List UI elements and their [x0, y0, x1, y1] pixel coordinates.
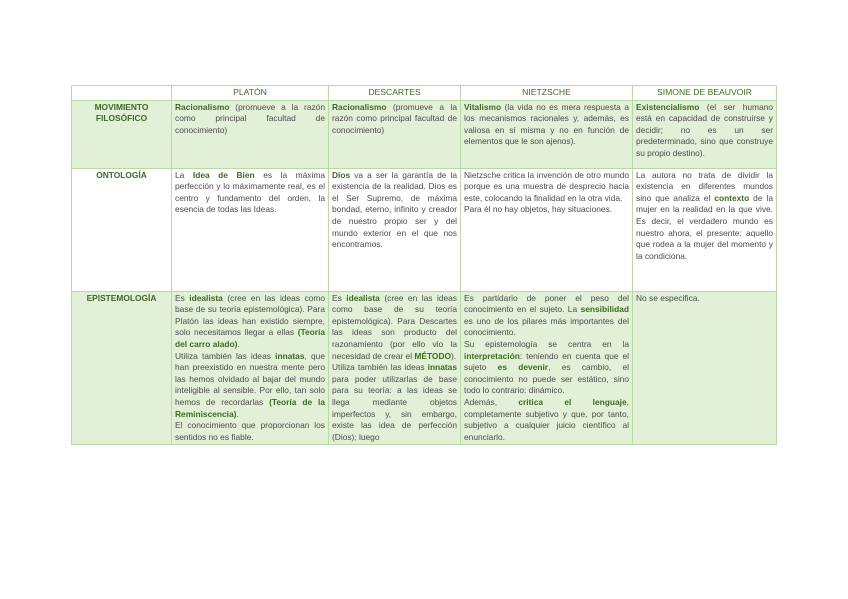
row-header: EPISTEMOLOGÍA [72, 291, 172, 445]
header-nietzsche: NIETZSCHE [461, 86, 633, 101]
header-row [72, 86, 777, 101]
header-corner [72, 86, 172, 101]
cell-beauvoir: Existencialismo (el ser humano está en capacidad de construirse y decidir; no es un ser predeterminado, sino que construye su propio destino). [633, 100, 777, 168]
cell-nietzsche: Es partidario de poner el peso del conocimiento en el sujeto. La sensibilidad es uno de los pilares más importantes del conocimiento. Su epistemología se centra en la interpretación: teniendo en cuenta que el sujeto es devenir, es cambio, el conocimiento no puede ser estático, sino todo lo contrario: dinámico. Además, critica el lenguaje, completamente subjetivo y que, por tanto, subjetivo a cualquier juicio científico al enunciarlo. [461, 291, 633, 445]
cell-beauvoir: No se especifica. [633, 291, 777, 445]
cell-descartes: Es idealista (cree en las ideas como base de su teoría epistemológica). Para Descartes las ideas son producto del razonamiento (por ello vio la necesidad de crear el MÉTODO). Utiliza también las ideas innatas para poder utilizarlas de base para su teoría: a las ideas se llega mediante objetos imperfectos y, sin embargo, existe las idea de perfección (Dios); luego [329, 291, 461, 445]
row-header: MOVIMIENTO FILOSÓFICO [72, 100, 172, 168]
philosophers-comparison-table [71, 85, 777, 445]
row-movimiento [72, 100, 777, 168]
header-descartes: DESCARTES [329, 86, 461, 101]
cell-platon: Racionalismo (promueve a la razón como principal facultad de conocimiento) [172, 100, 329, 168]
cell-descartes: Racionalismo (promueve a la razón como principal facultad de conocimiento) [329, 100, 461, 168]
cell-nietzsche: Vitalismo (la vida no es mera respuesta a los mecanismos racionales y, además, es valiosa en sí misma y no en función de elementos que le son ajenos). [461, 100, 633, 168]
cell-nietzsche: Nietzsche critica la invención de otro mundo porque es una muestra de desprecio hacia este, colocando la finalidad en la otra vida. Para él no hay objetos, hay situaciones. [461, 168, 633, 291]
header-beauvoir: SIMONE DE BEAUVOIR [633, 86, 777, 101]
row-epistemologia [72, 291, 777, 445]
row-ontologia [72, 168, 777, 291]
cell-beauvoir: La autora no trata de dividir la existencia en diferentes mundos sino que analiza el contexto de la mujer en la realidad en la que vive. Es decir, el verdadero mundo es nuestro ahora, el presente: aquello que rodea a la mujer del momento y la condiciona. [633, 168, 777, 291]
header-platon: PLATÓN [172, 86, 329, 101]
cell-descartes: Dios va a ser la garantía de la existencia de la realidad. Dios es el Ser Supremo, de máxima bondad, eterno, infinito y creador de nuestro propio ser y del mundo exterior en el que nos encontramos. [329, 168, 461, 291]
row-header: ONTOLOGÍA [72, 168, 172, 291]
cell-platon: Es idealista (cree en las ideas como base de su teoría epistemológica). Para Platón las ideas han existido siempre, solo necesitamos llegar a ellas (Teoría del carro alado). Utiliza también las ideas innatas, que han preexistido en nuestra mente pero las hemos olvidado al bajar del mundo inteligible al sensible. Por ello, tan solo hemos de recordarlas (Teoría de la Reminiscencia). El conocimiento que proporcionan los sentidos no es fiable. [172, 291, 329, 445]
cell-platon: La Idea de Bien es la máxima perfección y lo máximamente real, es el centro y fundamento del orden, la esencia de todas las Ideas. [172, 168, 329, 291]
